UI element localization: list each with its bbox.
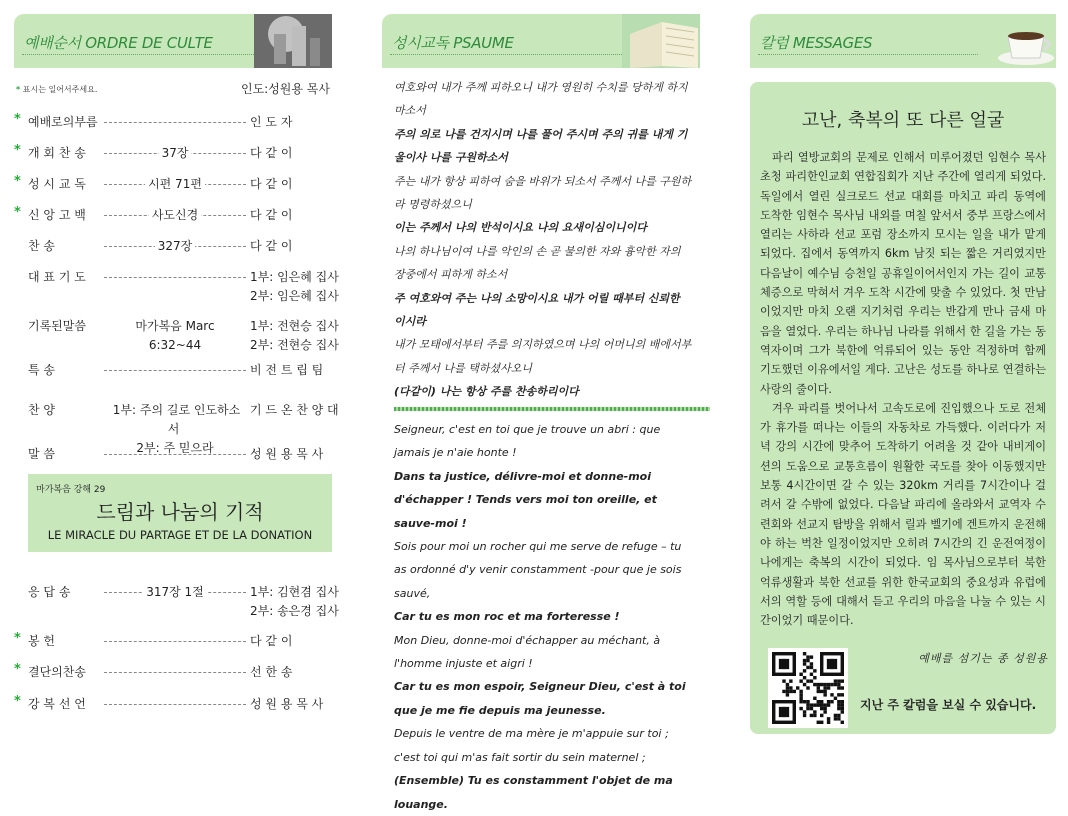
item-label: 개 회 찬 송 xyxy=(28,146,86,160)
qr-code[interactable] xyxy=(768,648,848,728)
psalm-line: (다같이) 나는 항상 주를 찬송하리이다 xyxy=(394,385,579,399)
psalm-line: Depuis le ventre de ma mère je m'appuie sur toi ; c'est toi qui m'as fait sortir du sein maternel ; xyxy=(394,727,669,764)
candles-icon xyxy=(254,14,332,68)
psalm-section-title: 성시교독 PSAUME xyxy=(392,34,514,52)
item-person: 1부: 임은혜 집사 2부: 임은혜 집사 xyxy=(250,270,339,303)
item-label: 성 시 교 독 xyxy=(28,177,86,191)
standing-note: * 표시는 일어서주세요. xyxy=(16,85,98,94)
column-body xyxy=(760,148,1046,630)
signature: 예배를 섬기는 종 성원용 xyxy=(918,652,1048,665)
item-person: 선 한 송 xyxy=(250,665,293,679)
item-person: 성 원 용 목 사 xyxy=(250,697,324,711)
sermon-box xyxy=(28,474,332,552)
leader-dashes xyxy=(104,454,246,455)
worship-item xyxy=(14,174,332,194)
item-detail: 사도신경 xyxy=(104,206,246,223)
sermon-reference: 마가복음 강해 29 xyxy=(36,485,106,495)
worship-item xyxy=(14,444,332,464)
standing-mark: * xyxy=(14,205,21,220)
column-panel xyxy=(750,82,1056,734)
item-label: 결단의찬송 xyxy=(28,665,86,679)
item-person: 다 같 이 xyxy=(250,634,293,648)
item-label: 강 복 선 언 xyxy=(28,697,86,711)
psalm-line: Seigneur, c'est en toi que je trouve un abri : que jamais je n'aie honte ! xyxy=(394,423,661,460)
standing-mark: * xyxy=(14,112,21,127)
leader-dashes xyxy=(104,122,246,123)
item-label: 신 앙 고 백 xyxy=(28,208,86,222)
psalm-line: 주 여호와여 주는 나의 소망이시요 내가 어릴 때부터 신뢰한 이시라 xyxy=(394,291,680,329)
item-label: 기록된말씀 xyxy=(28,319,86,333)
psalm-french xyxy=(394,418,694,816)
item-detail: 시편 71편 xyxy=(104,175,246,192)
sermon-title-korean: 드림과 나눔의 기적 xyxy=(96,500,264,524)
item-label: 말 씀 xyxy=(28,447,55,461)
worship-item xyxy=(14,267,339,307)
open-book-icon xyxy=(622,14,700,68)
item-detail: 마가복음 Marc 6:32~44 xyxy=(104,317,246,355)
worship-item xyxy=(14,236,332,256)
item-person: 기 드 온 찬 양 대 xyxy=(250,403,339,417)
leader-dashes xyxy=(104,641,246,642)
leader-dashes xyxy=(104,704,246,705)
item-detail: 317장 1절 xyxy=(104,583,246,600)
worship-item xyxy=(14,316,339,356)
leader-dashes xyxy=(104,277,246,278)
messages-section-title: 칼럼 MESSAGES xyxy=(760,34,873,52)
item-label: 예배로의부름 xyxy=(28,115,98,129)
item-label: 봉 헌 xyxy=(28,634,55,648)
item-label: 응 답 송 xyxy=(28,585,71,599)
psalm-line: 이는 주께서 나의 반석이시요 나의 요새이심이니이다 xyxy=(394,221,647,235)
psalm-line: (Ensemble) Tu es constamment l'objet de ma louange. xyxy=(394,774,673,811)
psalm-line: 주의 의로 나를 건지시며 나를 풀어 주시며 주의 귀를 내게 기울이사 나를 구원하소서 xyxy=(394,127,688,165)
psalm-line: Car tu es mon roc et ma forteresse ! xyxy=(394,610,620,624)
worship-item xyxy=(14,662,332,682)
coffee-cup-icon xyxy=(978,14,1056,68)
standing-mark: * xyxy=(14,143,21,158)
standing-mark: * xyxy=(14,631,21,646)
qr-caption: 지난 주 칼럼을 보실 수 있습니다. xyxy=(860,698,1037,712)
worship-section-title: 예배순서 ORDRE DE CULTE xyxy=(24,34,213,52)
column-paragraph: 겨우 파리를 벗어나서 고속도로에 진입했으나 도로 전체가 휴가를 떠나는 이들의 자동차로 가득했다. 이러다가 저녁 강의 시간에 맞추어 도착하기 어려울 것 같아 내비게이션의 도움으로 교통흐름이 원활한 국도를 찾아 이동했지만 보통 4시간이면 갈 수 있는 320km 거리를 7시간이나 걸려서 갈 수밖에 없었다. 다음날 파리에 올라와서 교역자 수련회와 선교지 탐방을 위해서 릴과 벨기에 겐트까지 운전해야 하는 벅찬 일정이었지만 오히려 7시간의 긴 운전여정이 나에게는 축복의 시간이 되었다. 임 목사님으로부터 북한 억류생활과 북한 선교를 위한 한국교회의 중요성과 유럽에서의 역할 등에 대해서 듣고 우리의 마음을 나눌 수 있는 시간이었기 때문이다. xyxy=(760,401,1046,628)
worship-item xyxy=(14,631,332,651)
item-person: 비 전 트 립 팀 xyxy=(250,363,324,377)
column-heading: 고난, 축복의 또 다른 얼굴 xyxy=(801,110,1005,131)
messages-header xyxy=(750,14,1056,68)
leader-dashes xyxy=(104,672,246,673)
qr-code-image xyxy=(772,652,844,724)
psalm-separator xyxy=(394,407,710,411)
item-label: 대 표 기 도 xyxy=(28,270,86,284)
psalm-header xyxy=(382,14,700,68)
column-paragraph: 파리 열방교회의 문제로 인해서 미루어졌던 임현수 목사 초청 파리한인교회 연합집회가 지난 주간에 열리게 되었다. 독일에서 열린 실크로드 선교 대회를 마치고 파리 동역에 도착한 임현수 목사님 내외를 며칠 앞서서 중부 프랑스에서 열리는 사하라 선교 포럼 장소까지 모시는 일을 내가 맡게 되었다. 집에서 동역까지 6km 남짓 되는 짧은 거리였지만 다음날이 예수님 승천일 공휴일이어서인지 가는 길이 교통체증으로 막혀서 겨우 도착 시간에 맞출 수 있었다. 첫 만남이었지만 마치 오랜 지기처럼 우리는 반갑게 만나 금새 마음을 열었다. 우리는 하나님 나라를 위해서 한 길을 가는 동역자이며 그가 북한에 억류되어 있는 동안 걱정하며 함께 기도했던 이유에서일 게다. 고난은 성도를 하나로 연결하는 사랑의 줄이다. xyxy=(760,151,1046,396)
header-dotted-line xyxy=(22,54,254,55)
psalm-line: 나의 하나님이여 나를 악인의 손 곧 불의한 자와 흉악한 자의 장중에서 피하게 하소서 xyxy=(394,244,681,282)
standing-mark: * xyxy=(14,174,21,189)
sermon-title-french: LE MIRACLE DU PARTAGE ET DE LA DONATION xyxy=(47,528,313,542)
item-person: 다 같 이 xyxy=(250,208,293,222)
psalm-line: 주는 내가 항상 피하여 숨을 바위가 되소서 주께서 나를 구원하라 명령하셨으니 xyxy=(394,174,692,212)
item-person: 다 같 이 xyxy=(250,239,293,253)
worship-item xyxy=(14,694,332,714)
item-detail: 37장 xyxy=(104,144,246,161)
item-person: 다 같 이 xyxy=(250,146,293,160)
header-dotted-line xyxy=(390,54,622,55)
psalm-line: Dans ta justice, délivre-moi et donne-moi d'échapper ! Tends vers moi ton oreille, et sauve-moi ! xyxy=(394,469,657,530)
item-detail: 1부: 주의 길로 인도하소서 2부: 주 믿으라 xyxy=(104,401,246,458)
item-person: 인 도 자 xyxy=(250,115,293,129)
item-label: 찬 송 xyxy=(28,239,55,253)
worship-item xyxy=(14,360,332,380)
item-label: 특 송 xyxy=(28,363,55,377)
item-label: 찬 양 xyxy=(28,403,55,417)
standing-mark: * xyxy=(14,694,21,709)
worship-header xyxy=(14,14,332,68)
leader-dashes xyxy=(104,370,246,371)
psalm-line: 내가 모태에서부터 주를 의지하였으며 나의 어머니의 배에서부터 주께서 나를 택하셨사오니 xyxy=(394,338,692,375)
psalm-korean xyxy=(394,76,694,404)
psalm-line: Sois pour moi un rocher qui me serve de refuge – tu as ordonné d'y venir constamment -pour que je sois sauvé, xyxy=(394,540,682,600)
psalm-line: 여호와여 내가 주께 피하오니 내가 영원히 수치를 당하게 하지 마소서 xyxy=(394,81,688,118)
worship-item xyxy=(14,143,332,163)
header-dotted-line xyxy=(758,54,978,55)
psalm-line: Car tu es mon espoir, Seigneur Dieu, c'est à toi que je me fie depuis ma jeunesse. xyxy=(394,680,686,717)
worship-item xyxy=(14,112,332,132)
item-person: 1부: 전현승 집사 2부: 전현승 집사 xyxy=(250,319,339,352)
item-person: 다 같 이 xyxy=(250,177,293,191)
psalm-line: Mon Dieu, donne-moi d'échapper au méchant, à l'homme injuste et aigri ! xyxy=(394,633,661,671)
item-person: 성 원 용 목 사 xyxy=(250,447,324,461)
item-detail: 327장 xyxy=(104,237,246,254)
leader-label: 인도:성원용 목사 xyxy=(240,82,330,96)
standing-mark: * xyxy=(14,662,21,677)
worship-item xyxy=(14,205,332,225)
worship-item xyxy=(14,582,339,622)
item-person: 1부: 김현겸 집사 2부: 송은경 집사 xyxy=(250,585,339,618)
